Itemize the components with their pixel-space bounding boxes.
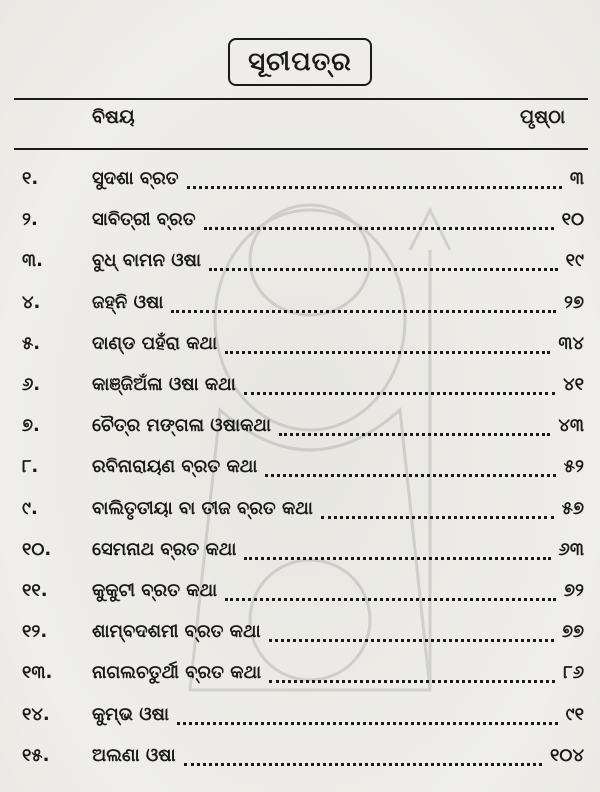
leader-dots (187, 186, 562, 189)
entry-number: ୨. (22, 209, 38, 231)
column-header-page: ପୃଷ୍ଠା (520, 106, 566, 128)
entry-title: ସାବିତ୍ରୀ ବ୍ରତ (92, 209, 196, 231)
contents-entry (0, 656, 600, 696)
leader-dots (204, 227, 554, 230)
entry-page-number: ୧୯ (565, 250, 584, 272)
leader-dots (321, 516, 554, 519)
entry-page-number: ୭୨ (564, 580, 584, 601)
entry-title: କୁକୁଟୀ ବ୍ରତ କଥା (92, 580, 218, 601)
entry-number: ୯. (22, 497, 38, 519)
contents-entry (0, 203, 600, 243)
contents-entry (0, 162, 600, 202)
contents-entry (0, 286, 600, 326)
entry-number: ୧୫. (22, 744, 50, 766)
page-title: ସୂଚୀପତ୍ର (228, 38, 372, 86)
entry-title: ଦାଣ୍ଡ ପହଁରା କଥା (92, 332, 218, 354)
entry-page-number: ୩ (569, 168, 584, 189)
entry-page-number: ୪୩ (558, 415, 584, 437)
contents-entry (0, 409, 600, 449)
contents-entry (0, 450, 600, 490)
entry-title: ବାଲିତୃତୀୟା ବା ତୀଜ ବ୍ରତ କଥା (92, 497, 313, 519)
leader-dots (184, 763, 542, 766)
entry-number: ୩. (22, 250, 43, 272)
entry-page-number: ୫୭ (561, 497, 584, 519)
entry-title: କୁମ୍ଭ ଓଷା (92, 703, 169, 725)
entry-number: ୧୨. (22, 621, 48, 643)
leader-dots (279, 433, 550, 436)
entry-title: ନାଗଲଚତୁର୍ଥୀ ବ୍ରତ କଥା (92, 662, 262, 684)
entry-number: ୧୦. (22, 538, 52, 560)
column-header-subject: ବିଷୟ (92, 106, 135, 128)
entry-number: ୪. (22, 291, 41, 313)
entry-page-number: ୪୧ (563, 374, 584, 395)
entry-page-number: ୧୦୪ (550, 744, 584, 766)
entry-title: ବୁଧ୍ ବାମନ ଓଷା (92, 250, 202, 272)
leader-dots (244, 392, 555, 395)
leader-dots (209, 268, 558, 271)
leader-dots (244, 557, 551, 560)
entry-number: ୧. (22, 168, 39, 189)
entry-title: କାଞ୍ଜିଅଁଳା ଓଷା କଥା (92, 374, 236, 395)
entry-page-number: ୨୭ (564, 291, 584, 313)
leader-dots (177, 722, 558, 725)
contents-entry (0, 327, 600, 367)
leader-dots (171, 310, 556, 313)
entry-title: ରବିନାରାୟଣ ବ୍ରତ କଥା (92, 456, 258, 478)
leader-dots (225, 351, 550, 354)
entry-page-number: ୬୩ (558, 538, 584, 560)
entry-number: ୧୪. (22, 703, 50, 725)
contents-entry (0, 492, 600, 532)
entry-number: ୭. (22, 415, 40, 437)
entry-number: ୬. (22, 374, 41, 395)
contents-entry (0, 739, 600, 779)
entry-page-number: ୩୪ (558, 332, 584, 354)
contents-entry (0, 615, 600, 655)
entry-page-number: ୯୧ (565, 703, 584, 725)
entry-number: ୧୩. (22, 662, 53, 684)
entry-title: ଜହ୍ନି ଓଷା (92, 291, 164, 313)
leader-dots (265, 474, 556, 477)
leader-dots (225, 598, 556, 601)
entry-number: ୧୧. (22, 580, 48, 601)
header-bottom-rule (14, 148, 588, 150)
entry-title: ଚୈତ୍ର ମଙ୍ଗଳା ଓଷାକଥା (92, 415, 271, 437)
contents-entry (0, 244, 600, 284)
entry-title: ଶାମ୍ବଦଶମୀ ବ୍ରତ କଥା (92, 621, 261, 643)
entry-title: ସୁଦଶା ବ୍ରତ (92, 168, 179, 189)
entry-title: ସେମନାଥ ବ୍ରତ କଥା (92, 538, 237, 560)
entry-page-number: ୧୦ (561, 209, 584, 231)
entry-page-number: ୫୨ (563, 456, 584, 478)
entry-number: ୮. (22, 456, 39, 478)
entry-title: ଅଲଣା ଓଷା (92, 744, 176, 766)
header-top-rule (14, 98, 588, 100)
leader-dots (269, 680, 555, 683)
contents-entry (0, 698, 600, 738)
contents-entry (0, 368, 600, 408)
entry-page-number: ୭୭ (561, 621, 584, 643)
entry-page-number: ୮୬ (563, 662, 584, 684)
entry-number: ୫. (22, 332, 41, 354)
contents-entry (0, 574, 600, 614)
contents-entry (0, 533, 600, 573)
leader-dots (269, 639, 554, 642)
